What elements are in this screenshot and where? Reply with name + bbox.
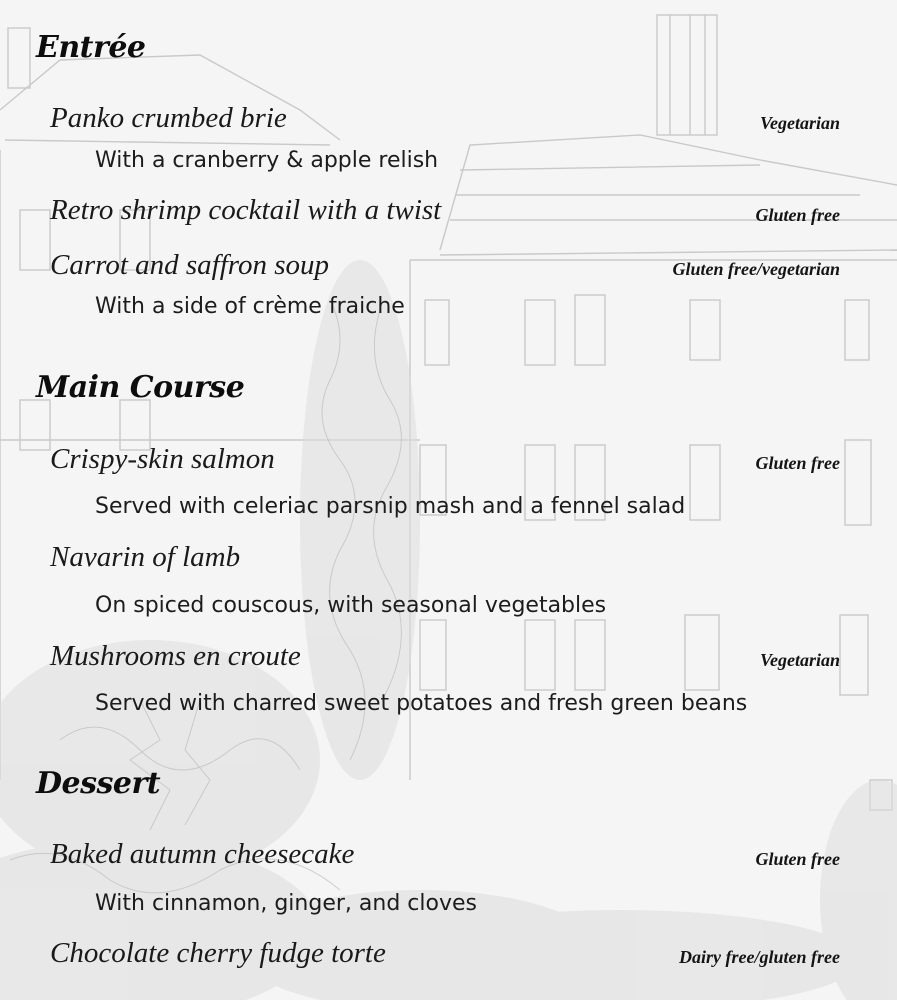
dish-name: Panko crumbed brie xyxy=(50,102,287,134)
dietary-tag: Gluten free xyxy=(755,849,840,869)
dish-description: On spiced couscous, with seasonal vegetables xyxy=(95,593,607,618)
dish-name: Carrot and saffron soup xyxy=(50,249,330,281)
dish-description: Served with celeriac parsnip mash and a fennel salad xyxy=(95,494,686,519)
dietary-tag: Gluten free xyxy=(755,205,840,225)
dietary-tag: Gluten free xyxy=(755,453,840,473)
section-title-dessert: Dessert xyxy=(36,766,161,801)
dish-description: With cinnamon, ginger, and cloves xyxy=(95,891,477,916)
dietary-tag: Gluten free/vegetarian xyxy=(672,259,840,279)
dish-name: Crispy-skin salmon xyxy=(50,443,275,475)
dish-description: With a side of crème fraiche xyxy=(95,294,405,319)
dish-name: Baked autumn cheesecake xyxy=(50,838,355,870)
dish-name: Chocolate cherry fudge torte xyxy=(50,937,386,969)
dietary-tag: Vegetarian xyxy=(759,650,840,670)
section-title-entree: Entrée xyxy=(36,30,146,65)
dish-name: Mushrooms en croute xyxy=(50,640,301,672)
dietary-tag: Dairy free/gluten free xyxy=(679,947,840,967)
section-title-main-course: Main Course xyxy=(36,370,245,405)
dish-name: Retro shrimp cocktail with a twist xyxy=(50,194,442,226)
dish-description: With a cranberry & apple relish xyxy=(95,148,439,173)
dish-description: Served with charred sweet potatoes and fresh green beans xyxy=(95,691,748,716)
dietary-tag: Vegetarian xyxy=(759,113,840,133)
dish-name: Navarin of lamb xyxy=(50,541,241,573)
